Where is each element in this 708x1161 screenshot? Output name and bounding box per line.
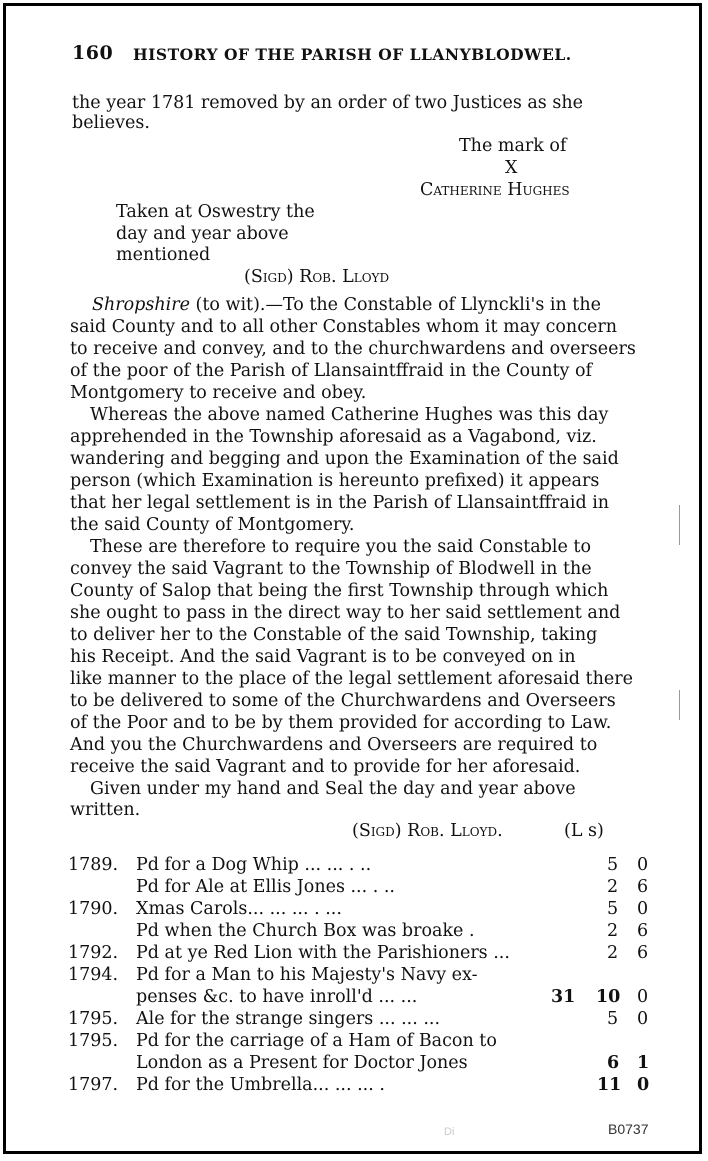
taken-line-1: Taken at Oswestry the [116, 202, 315, 222]
account-item: Pd for a Dog Whip ... ... . .. [136, 855, 372, 875]
account-pence: 1 [637, 1053, 650, 1073]
scan-edge-mark [679, 505, 680, 545]
account-item: Pd at ye Red Lion with the Parishioners ... [136, 943, 510, 963]
currency-header: (L s) [564, 821, 604, 841]
order-line-14: County of Salop that being the first Township through which [70, 581, 609, 601]
order-line-19: to be delivered to some of the Churchwardens and Overseers [70, 691, 616, 711]
order-line-9: person (which Examination is hereunto prefixed) it appears [70, 471, 600, 491]
order-line-23: Given under my hand and Seal the day and year above [90, 779, 576, 799]
order-line-10: that her legal settlement is in the Parish of Llansaintffraid in [70, 493, 610, 513]
account-year: 1789. [68, 855, 119, 875]
account-shillings: 6 [607, 1053, 620, 1073]
examination-line-1: the year 1781 removed by an order of two Justices as she [72, 93, 583, 113]
taken-line-3: mentioned [116, 245, 211, 265]
mark-of-label: The mark of [459, 136, 567, 156]
order-line-11: the said County of Montgomery. [70, 515, 355, 535]
taken-line-2: day and year above [116, 224, 289, 244]
account-year: 1790. [68, 899, 119, 919]
account-pence: 0 [637, 855, 649, 875]
account-shillings: 11 [597, 1075, 622, 1095]
order-line-24: written. [70, 800, 141, 820]
county-name: Shropshire [92, 295, 190, 315]
account-pounds: 31 [551, 987, 576, 1007]
order-line-20: of the Poor and to be by them provided for according to Law. [70, 713, 612, 733]
account-item: Pd for a Man to his Majesty's Navy ex- [136, 965, 478, 985]
account-shillings: 10 [596, 987, 621, 1007]
signed-by-justice: (Sigd) Rob. Lloyd [244, 267, 390, 287]
watermark: Di [444, 1126, 455, 1138]
account-shillings: 2 [607, 877, 619, 897]
examination-line-2: believes. [72, 113, 150, 133]
account-pence: 6 [637, 877, 649, 897]
account-item: Pd for the carriage of a Ham of Bacon to [136, 1031, 497, 1051]
order-line-18: like manner to the place of the legal settlement aforesaid there [70, 669, 633, 689]
account-pence: 0 [637, 1075, 650, 1095]
account-item: Ale for the strange singers ... ... ... [136, 1009, 441, 1029]
order-line-5: Montgomery to receive and obey. [70, 383, 367, 403]
page-number: 160 [72, 42, 114, 64]
account-pence: 0 [637, 987, 649, 1007]
scan-edge-mark [679, 690, 680, 720]
account-shillings: 5 [607, 855, 619, 875]
account-year: 1795. [68, 1009, 119, 1029]
order-line-17: his Receipt. And the said Vagrant is to be conveyed on in [70, 647, 576, 667]
account-pence: 6 [637, 943, 649, 963]
order-line-16: to deliver her to the Constable of the said Township, taking [70, 625, 598, 645]
account-year: 1795. [68, 1031, 119, 1051]
order-line-4: of the poor of the Parish of Llansaintffraid in the County of [70, 361, 593, 381]
account-shillings: 5 [607, 1009, 619, 1029]
order-line-13: convey the said Vagrant to the Township of Blodwell in the [70, 559, 592, 579]
account-year: 1792. [68, 943, 119, 963]
order-line-8: wandering and begging and upon the Examination of the said [70, 449, 619, 469]
account-item: Pd for the Umbrella... ... ... . [136, 1075, 385, 1095]
order-line-2: said County and to all other Constables whom it may concern [70, 317, 617, 337]
account-item: Pd when the Church Box was broake . [136, 921, 475, 941]
order-line-15: she ought to pass in the direct way to her said settlement and [70, 603, 621, 623]
account-year: 1797. [68, 1075, 119, 1095]
signatory-name: Catherine Hughes [420, 180, 570, 200]
account-shillings: 5 [607, 899, 619, 919]
order-line-7: apprehended in the Township aforesaid as a Vagabond, viz. [70, 427, 597, 447]
catalog-id: B0737 [608, 1121, 649, 1137]
order-line-3: to receive and convey, and to the churchwardens and overseers [70, 339, 636, 359]
order-line-6: Whereas the above named Catherine Hughes was this day [90, 405, 609, 425]
running-title: HISTORY OF THE PARISH OF LLANYBLODWEL. [133, 45, 572, 64]
account-year: 1794. [68, 965, 119, 985]
order-line-21: And you the Churchwardens and Overseers are required to [70, 735, 598, 755]
account-item: Pd for Ale at Ellis Jones ... . .. [136, 877, 395, 897]
order-line-12: These are therefore to require you the said Constable to [90, 537, 591, 557]
account-item: London as a Present for Doctor Jones [136, 1053, 468, 1073]
mark-x: X [505, 158, 518, 178]
account-item: Xmas Carols... ... ... . ... [136, 899, 342, 919]
account-item: penses &c. to have inroll'd ... ... [136, 987, 418, 1007]
account-pence: 6 [637, 921, 649, 941]
order-line-1: Shropshire (to wit).—To the Constable of Llynckli's in the [92, 295, 601, 315]
account-shillings: 2 [607, 921, 619, 941]
order-line-22: receive the said Vagrant and to provide for her aforesaid. [70, 757, 581, 777]
account-pence: 0 [637, 1009, 649, 1029]
account-pence: 0 [637, 899, 649, 919]
account-shillings: 2 [607, 943, 619, 963]
order-signature: (Sigd) Rob. Lloyd. [352, 821, 503, 841]
